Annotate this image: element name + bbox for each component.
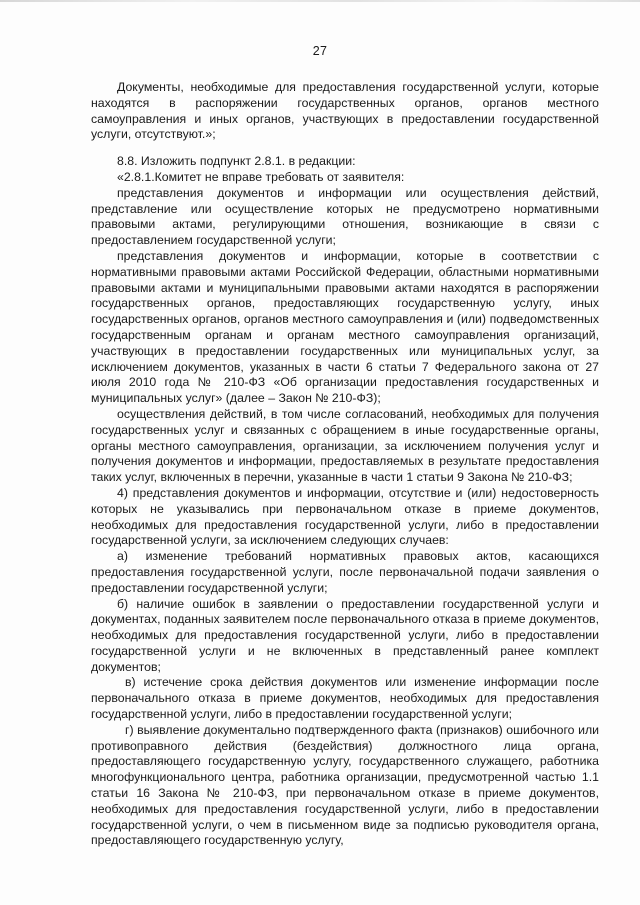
- paragraph-item-documents-information: представления документов и информации, которые в соответствии с нормативными правовыми актами Российской Федерации, областными нормативными правовыми актами и муниципальными правовыми актами находятся в распоряжении государственных органов, предоставляющих государственную услугу, иных государственных органов, органов местного самоуправления и (или) подведомственных государственным органам и органам местного самоуправления организаций, участвующих в предоставлении государственных или муниципальных услуг, за исключением документов, указанных в части 6 статьи 7 Федерального закона от 27 июля 2010 года № 210-ФЗ «Об организации предоставления государственных и муниципальных услуг» (далее – Закон № 210-ФЗ);: [91, 248, 599, 406]
- paragraph-case-v: в) истечение срока действия документов или изменение информации после первоначального отказа в приеме документов, необходимых для предоставления государственной услуги, либо в предоставлении государственной услуги;: [91, 675, 599, 722]
- paragraph-subclause-2-8-1: «2.8.1.Комитет не вправе требовать от заявителя:: [117, 169, 405, 184]
- paragraph-case-b: б) наличие ошибок в заявлении о предоставлении государственной услуги и документах, поданных заявителем после первоначального отказа в приеме документов, необходимых для предоставления государственной услуги, либо в предоставлении государственной услуги и не включенных в представленный ранее комплект документов;: [91, 596, 599, 674]
- page-number: 27: [312, 44, 328, 58]
- document-body: [91, 80, 599, 849]
- paragraph-item-approvals: осуществления действий, в том числе согласований, необходимых для получения государственных услуг и связанных с обращением в иные государственные органы, органы местного самоуправления, организации, за исключением получения услуг и получения документов и информации, предоставляемых в результате предоставления таких услуг, включенных в перечни, указанные в части 1 статьи 9 Закона № 210-ФЗ;: [91, 406, 599, 485]
- paragraph-case-g: г) выявление документально подтвержденного факта (признаков) ошибочного или противоправного действия (бездействия) должностного лица органа, предоставляющего государственную услугу, государственного служащего, работника многофункционального центра, работника организации, предусмотренной частью 1.1 статьи 16 Закона № 210-ФЗ, при первоначальном отказе в приеме документов, необходимых для предоставления государственной услуги, либо в предоставлении государственной услуги, о чем в письменном виде за подписью руководителя органа, предоставляющего государственную услугу,: [91, 722, 599, 848]
- paragraph-documents-availability: Документы, необходимые для предоставления государственной услуги, которые находятся в распоряжении государственных органов, органов местного самоуправления и иных органов, участвующих в предоставлении государственной услуги, отсутствуют.»;: [91, 80, 599, 142]
- paragraph-item-documents-actions: представления документов и информации или осуществления действий, представление или осуществление которых не предусмотрено нормативными правовыми актами, регулирующими отношения, возникающие в связи с предоставлением государственной услуги;: [91, 185, 599, 248]
- paragraph-item-4: 4) представления документов и информации, отсутствие и (или) недостоверность которых не указывались при первоначальном отказе в приеме документов, необходимых для предоставления государственной услуги, либо в предоставлении государственной услуги, за исключением следующих случаев:: [91, 485, 599, 548]
- paragraph-case-a: а) изменение требований нормативных правовых актов, касающихся предоставления государственной услуги, после первоначальной подачи заявления о предоставлении государственной услуги;: [91, 549, 599, 595]
- paragraph-amendment-8-8: 8.8. Изложить подпункт 2.8.1. в редакции:: [117, 154, 356, 169]
- scan-edge-artifact: [0, 0, 640, 2]
